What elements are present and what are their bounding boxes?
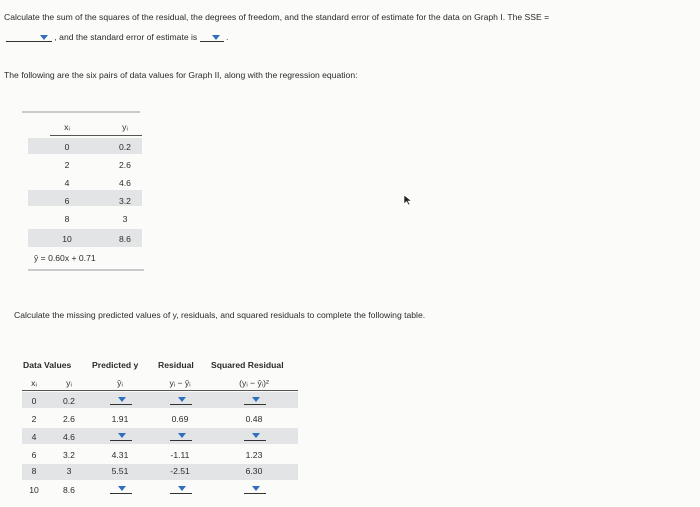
dropdown-caret-icon [252, 433, 260, 438]
data-y-5: 8.6 [119, 234, 131, 244]
subheader-sq: (yᵢ − ŷᵢ)² [239, 378, 269, 388]
row1-squared: 0.48 [245, 414, 263, 424]
dropdown-caret-icon [118, 486, 126, 491]
subheader-y: yᵢ [66, 378, 72, 388]
regression-equation: ŷ = 0.60x + 0.71 [34, 253, 96, 263]
subheader-yhat: ŷᵢ [117, 378, 123, 388]
dropdown-caret-icon [118, 433, 126, 438]
row4-x: 8 [31, 466, 37, 476]
table-bottom-border [28, 269, 144, 271]
row3-predicted: 4.31 [111, 450, 129, 460]
mouse-cursor-icon [403, 194, 413, 206]
row1-y: 2.6 [63, 414, 75, 424]
col-header-x: xᵢ [64, 122, 70, 132]
header-squared: Squared Residual [211, 360, 284, 370]
row4-residual: -2.51 [170, 466, 190, 476]
row1-x: 2 [31, 414, 37, 424]
header-residual: Residual [158, 360, 194, 370]
row0-squared-dropdown[interactable] [244, 395, 266, 405]
question-line-1 [4, 12, 549, 22]
data-y-2: 4.6 [119, 178, 131, 188]
row1-residual: 0.69 [171, 414, 189, 424]
data-x-4: 8 [64, 214, 70, 224]
dropdown-caret-icon [118, 397, 126, 402]
dropdown-caret-icon [178, 486, 186, 491]
row0-predicted-dropdown[interactable] [110, 395, 132, 405]
row5-squared-dropdown[interactable] [244, 484, 266, 494]
header-rule [50, 135, 142, 136]
data-y-3: 3.2 [119, 196, 131, 206]
dropdown-caret-icon [252, 397, 260, 402]
dropdown-caret-icon [252, 486, 260, 491]
row2-predicted-dropdown[interactable] [110, 431, 132, 441]
results-header-rule [22, 390, 298, 391]
row5-residual-dropdown[interactable] [170, 484, 192, 494]
question-line-2-text: , and the standard error of estimate is [54, 32, 198, 42]
data-y-4: 3 [122, 214, 128, 224]
subheader-x: xᵢ [31, 378, 37, 388]
std-error-dropdown[interactable] [200, 32, 224, 42]
data-x-1: 2 [64, 160, 70, 170]
question-text: Calculate the sum of the squares of the residual, the degrees of freedom, and the standard error of estimate for the data on Graph I. The SSE = [4, 12, 550, 22]
dropdown-caret-icon [178, 397, 186, 402]
row0-x: 0 [31, 396, 37, 406]
row0-residual-dropdown[interactable] [170, 395, 192, 405]
row5-y: 8.6 [63, 485, 75, 495]
dropdown-caret-icon [212, 35, 220, 40]
row0-y: 0.2 [63, 396, 75, 406]
row4-squared: 6.30 [245, 466, 263, 476]
data-x-3: 6 [64, 196, 70, 206]
row3-residual: -1.11 [170, 450, 190, 460]
question-line-2 [6, 32, 228, 42]
row5-x: 10 [29, 485, 39, 495]
instruction-text: Calculate the missing predicted values of y, residuals, and squared residuals to complete the following table. [14, 310, 426, 320]
subheader-resid: yᵢ − ŷᵢ [169, 378, 191, 388]
row3-squared: 1.23 [245, 450, 263, 460]
sse-dropdown[interactable] [6, 32, 52, 42]
row4-predicted: 5.51 [111, 466, 129, 476]
data-y-1: 2.6 [119, 160, 131, 170]
intro-text: The following are the six pairs of data values for Graph II, along with the regression equation: [4, 70, 358, 80]
row2-squared-dropdown[interactable] [244, 431, 266, 441]
dropdown-caret-icon [40, 35, 48, 40]
row1-predicted: 1.91 [111, 414, 129, 424]
data-x-2: 4 [64, 178, 70, 188]
data-x-0: 0 [64, 142, 70, 152]
row2-y: 4.6 [63, 432, 75, 442]
data-y-0: 0.2 [119, 142, 131, 152]
row3-x: 6 [31, 450, 37, 460]
row3-y: 3.2 [63, 450, 75, 460]
data-x-5: 10 [62, 234, 72, 244]
row5-predicted-dropdown[interactable] [110, 484, 132, 494]
col-header-y: yᵢ [122, 122, 128, 132]
row4-y: 3 [66, 466, 72, 476]
row2-x: 4 [31, 432, 37, 442]
question-line-2-end: . [226, 32, 229, 42]
row2-residual-dropdown[interactable] [170, 431, 192, 441]
table-top-border [22, 111, 140, 113]
dropdown-caret-icon [178, 433, 186, 438]
header-data-values: Data Values [23, 360, 72, 370]
header-predicted: Predicted y [92, 360, 139, 370]
